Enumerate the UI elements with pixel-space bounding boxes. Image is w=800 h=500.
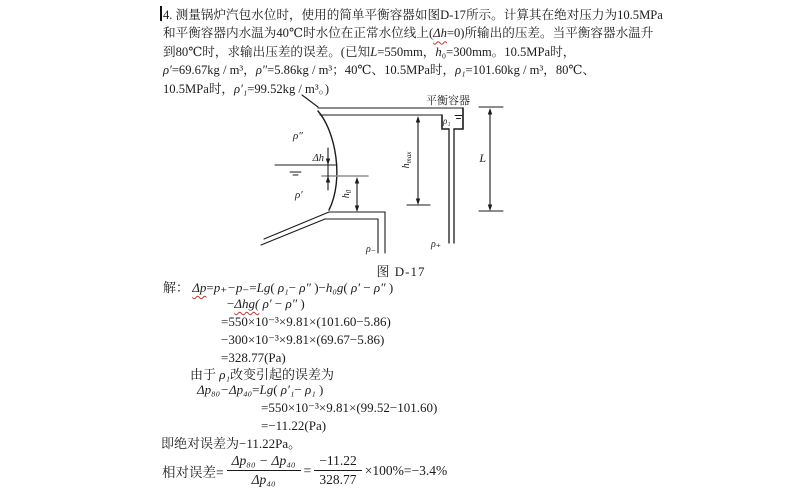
L-label: L — [479, 151, 486, 165]
relative-error-equation — [162, 453, 447, 488]
hmax-label: $h_{max}$ — [401, 151, 413, 169]
drum-bottom-wall-line — [264, 212, 329, 239]
solution-line-7: Δp₈₀−Δp₄₀=Lg( ρ′₁− ρ₁ ) — [197, 382, 324, 397]
solution-line-2: −Δhg( ρ′ − ρ″ ) — [227, 296, 305, 311]
solution-line-9: =−11.22(Pa) — [261, 418, 327, 433]
problem-line-4: ρ′=69.67kg / m³，ρ″=5.86kg / m³；40℃、10.5MPa时，ρ₁=101.60kg / m³，80℃、 — [163, 63, 596, 78]
rho-minus-label: ρ₋ — [366, 244, 377, 255]
solution-line-1: 解： Δp=p₊−p₋=Lg( ρ₁− ρ″ )−h₀g( ρ′ − ρ″ ) — [163, 280, 394, 295]
solution-line-10: 即绝对误差为−11.22Pa。 — [161, 436, 302, 451]
top-pipe — [318, 108, 463, 115]
h0-label: $h_0$ — [341, 189, 353, 199]
drum-bottom-wall-line2 — [261, 219, 325, 245]
problem-line-1: 4. 测量锅炉汽包水位时，使用的简单平衡容器如图D-17所示。计算其在绝对压力为10.5MPa — [163, 8, 663, 22]
rho1-vessel-label: ρ₁ — [443, 116, 451, 126]
fraction-dp-denominator: Δp₄₀ — [251, 472, 276, 488]
relative-error-label: 相对误差= — [162, 464, 224, 480]
solution-line-4: −300×10⁻³×9.81×(69.67−5.86) — [221, 332, 385, 347]
vessel-water-line — [455, 116, 462, 119]
balance-vessel-diagram — [260, 90, 570, 262]
vessel-title-label: 平衡容器 — [426, 95, 470, 107]
solution-line-3: =550×10⁻³×9.81×(101.60−5.86) — [221, 314, 391, 329]
problem-line-5: 10.5MPa时，ρ′₁=99.52kg / m³。) — [163, 81, 330, 96]
rho-dprime-label: ρ″ — [293, 130, 303, 142]
problem-line-2: 和平衡容器内水温为40℃时水位在正常水位线上(Δh=0)所输出的压差。当平衡容器水温升 — [163, 26, 654, 41]
fraction-dp-numerator: Δp₈₀ − Δp₄₀ — [227, 453, 301, 471]
solution-line-5: =328.77(Pa) — [221, 350, 286, 365]
equals-sign: = — [303, 462, 312, 478]
bottom-pipe — [325, 212, 385, 219]
bottom-down-tube — [378, 212, 385, 253]
text-cursor[interactable] — [160, 6, 162, 21]
drum-top-wall-line — [302, 95, 318, 107]
solution-line-8: =550×10⁻³×9.81×(99.52−101.60) — [261, 400, 438, 415]
relative-error-result: ×100%=−3.4% — [364, 462, 448, 478]
rho-plus-label: ρ₊ — [431, 239, 442, 250]
solution-line-6: 由于 ρ₁改变引起的误差为 — [190, 367, 335, 382]
figure-caption: 图 D-17 — [376, 264, 426, 279]
rho-prime-label: ρ′ — [295, 189, 303, 201]
fraction-values-denominator: 328.77 — [319, 472, 357, 488]
problem-text — [163, 6, 663, 98]
fraction-values — [314, 453, 362, 488]
delta-h-label: Δh — [312, 153, 324, 164]
fraction-values-numerator: −11.22 — [314, 453, 362, 471]
water-surface-mark — [290, 172, 301, 175]
fraction-dp — [227, 453, 301, 488]
problem-line-3: 到80℃时，求输出压差的误差。(已知L=550mm，h₀=300mm。10.5MPa时， — [163, 44, 576, 59]
vessel-down-tube — [449, 129, 454, 243]
